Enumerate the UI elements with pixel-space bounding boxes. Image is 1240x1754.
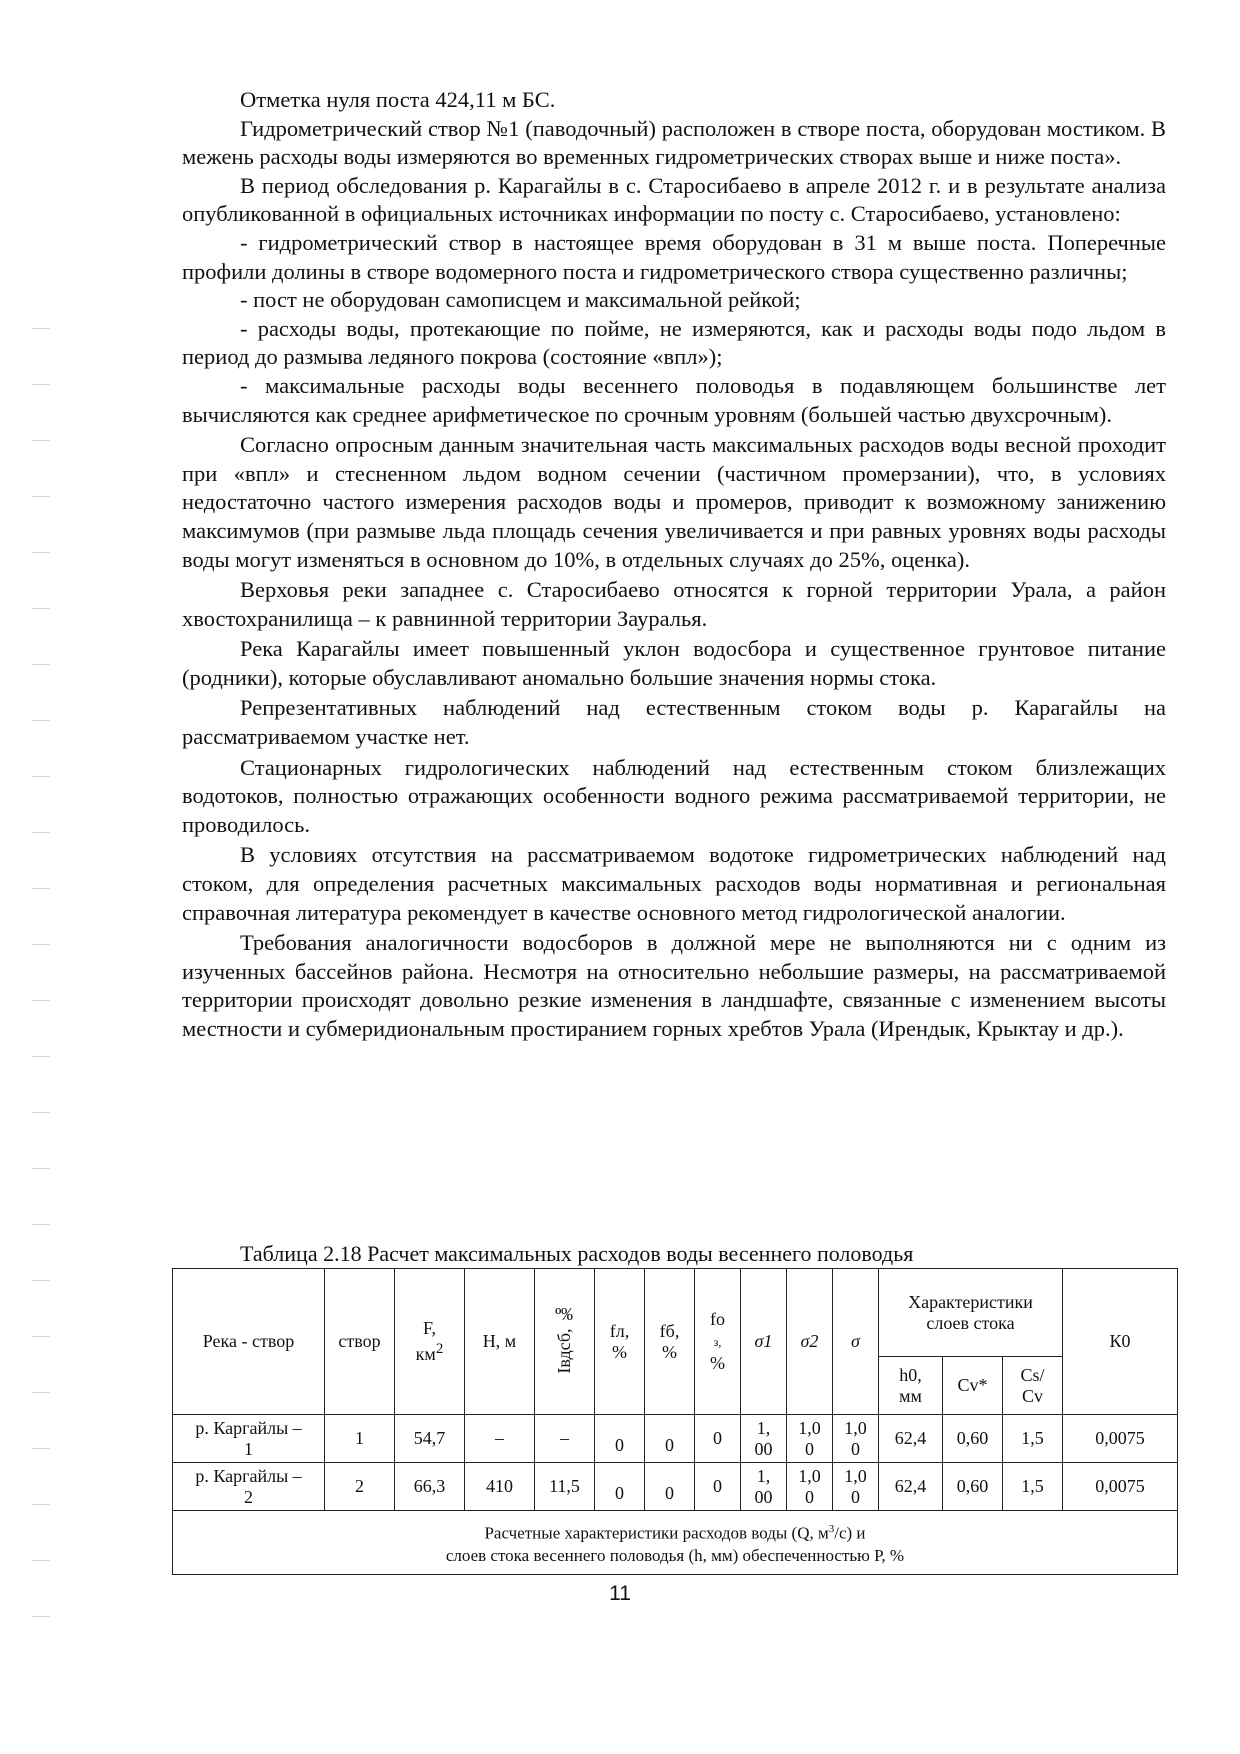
cell-cv: 0,60 bbox=[943, 1415, 1003, 1463]
paragraph: Согласно опросным данным значительная часть максимальных расходов воды весной проходит при «впл» и стесненном льдом водном сечении (частичном промерзании), что, в условиях недостаточно частого измерения расходов воды и промеров, приводит к возможному занижению максимумов (при размыве льда площадь сечения увеличивается и при равных уровнях воды расходы воды могут изменяться в основном до 10%, в отдельных случаях до 25%, оценка). bbox=[182, 432, 1166, 572]
cell-lakes: 0 bbox=[695, 1463, 741, 1511]
cell-stvor: 1 bbox=[325, 1415, 395, 1463]
table-footer-note: Расчетные характеристики расходов воды (Q, $м^3/с$) и слоев стока весеннего половодья (h, мм) обеспеченностью Р, % bbox=[173, 1511, 1178, 1575]
cell-stvor: 2 bbox=[325, 1463, 395, 1511]
paragraph: - гидрометрический створ в настоящее время оборудован в 31 м выше поста. Поперечные профили долины в створе водомерного поста и гидрометрического створа существенно различны; bbox=[182, 229, 1166, 284]
cell-cv: 0,60 bbox=[943, 1463, 1003, 1511]
cell-slope: – bbox=[535, 1415, 595, 1463]
paragraph: - расходы воды, протекающие по пойме, не измеряются, как и расходы воды подо льдом в период до размыва ледяного покрова (состояние «впл»); bbox=[182, 315, 1166, 370]
cell-height: – bbox=[465, 1415, 535, 1463]
body-text bbox=[182, 86, 1166, 1044]
cell-area: 54,7 bbox=[395, 1415, 465, 1463]
header-cs-cv: Cs/ Cv bbox=[1003, 1357, 1063, 1415]
cell-swamp: 0 bbox=[645, 1463, 695, 1511]
cell-slope: 11,5 bbox=[535, 1463, 595, 1511]
header-sigma: σ bbox=[833, 1269, 879, 1415]
table-caption: Таблица 2.18 Расчет максимальных расходов воды весеннего половодья bbox=[240, 1241, 914, 1266]
header-lakes: fо з, % bbox=[695, 1269, 741, 1415]
paragraph: Верховья реки западнее с. Старосибаево относятся к горной территории Урала, а район хвостохранилища – к равнинной территории Зауралья. bbox=[182, 577, 1166, 631]
page-number: 11 bbox=[609, 1582, 631, 1605]
paragraph: Гидрометрический створ №1 (паводочный) расположен в створе поста, оборудован мостиком. В межень расходы воды измеряются во временных гидрометрических створах выше и ниже поста». bbox=[182, 115, 1166, 170]
header-area: F, $км^2$ bbox=[395, 1269, 465, 1415]
header-stvor: створ bbox=[325, 1269, 395, 1415]
header-slope: Iвдсб, ‰ bbox=[535, 1269, 595, 1415]
cell-k0: 0,0075 bbox=[1063, 1415, 1178, 1463]
paragraph: Стационарных гидрологических наблюдений над естественным стоком близлежащих водотоков, полностью отражающих особенности водного режима рассматриваемой территории, не проводилось. bbox=[182, 754, 1166, 837]
header-layer-characteristics: Характеристики слоев стока bbox=[879, 1269, 1063, 1357]
header-sigma1: σ1 bbox=[741, 1269, 787, 1415]
header-h0: h0, мм bbox=[879, 1357, 943, 1415]
header-height: Н, м bbox=[465, 1269, 535, 1415]
cell-cs-cv: 1,5 bbox=[1003, 1463, 1063, 1511]
cell-sigma2: 1,0 0 bbox=[787, 1415, 833, 1463]
header-cv: Cv* bbox=[943, 1357, 1003, 1415]
table-footer-row bbox=[173, 1511, 1178, 1575]
cell-h0: 62,4 bbox=[879, 1463, 943, 1511]
cell-forest: 0 bbox=[595, 1463, 645, 1511]
cell-sigma: 1,0 0 bbox=[833, 1463, 879, 1511]
cell-sigma2: 1,0 0 bbox=[787, 1463, 833, 1511]
table-header-row bbox=[173, 1269, 1178, 1357]
cell-cs-cv: 1,5 bbox=[1003, 1415, 1063, 1463]
header-swamp: fб, % bbox=[645, 1269, 695, 1415]
cell-sigma: 1,0 0 bbox=[833, 1415, 879, 1463]
cell-height: 410 bbox=[465, 1463, 535, 1511]
paragraph: - пост не оборудован самописцем и максимальной рейкой; bbox=[240, 287, 801, 313]
paragraph: В условиях отсутствия на рассматриваемом водотоке гидрометрических наблюдений над стоком, для определения расчетных максимальных расходов воды нормативная и региональная справочная литература рекомендует в качестве основного метод гидрологической аналогии. bbox=[182, 842, 1166, 925]
paragraph: - максимальные расходы воды весеннего половодья в подавляющем большинстве лет вычисляются как среднее арифметическое по срочным уровням (большей частью двухсрочным). bbox=[182, 372, 1166, 427]
table-row bbox=[173, 1463, 1178, 1511]
cell-h0: 62,4 bbox=[879, 1415, 943, 1463]
cell-river: р. Каргайлы – 2 bbox=[173, 1463, 325, 1511]
discharge-table bbox=[172, 1268, 1178, 1575]
paragraph: В период обследования р. Карагайлы в с. Старосибаево в апреле 2012 г. и в результате анализа опубликованной в официальных источниках информации по посту с. Старосибаево, установлено: bbox=[182, 172, 1166, 227]
header-river: Река - створ bbox=[173, 1269, 325, 1415]
table-row bbox=[173, 1415, 1178, 1463]
paragraph: Отметка нуля поста 424,11 м БС. bbox=[240, 87, 556, 112]
cell-sigma1: 1, 00 bbox=[741, 1415, 787, 1463]
cell-sigma1: 1, 00 bbox=[741, 1463, 787, 1511]
cell-area: 66,3 bbox=[395, 1463, 465, 1511]
paragraph: Требования аналогичности водосборов в должной мере не выполняются ни с одним из изученных бассейнов района. Несмотря на относительно небольшие размеры, на рассматриваемой территории происходят довольно резкие изменения в ландшафте, связанные с изменением высоты местности и субмеридиональным простиранием горных хребтов Урала (Ирендык, Крыктау и др.). bbox=[182, 930, 1166, 1041]
paragraph: Река Карагайлы имеет повышенный уклон водосбора и существенное грунтовое питание (родники), которые обуславливают аномально большие значения нормы стока. bbox=[182, 636, 1166, 690]
scan-margin-artifacts bbox=[32, 290, 50, 1670]
cell-k0: 0,0075 bbox=[1063, 1463, 1178, 1511]
cell-river: р. Каргайлы – 1 bbox=[173, 1415, 325, 1463]
header-forest: fл, % bbox=[595, 1269, 645, 1415]
cell-forest: 0 bbox=[595, 1415, 645, 1463]
cell-lakes: 0 bbox=[695, 1415, 741, 1463]
header-k0: К0 bbox=[1063, 1269, 1178, 1415]
paragraph: Репрезентативных наблюдений над естественным стоком воды р. Карагайлы на рассматриваемом участке нет. bbox=[182, 695, 1166, 750]
cell-swamp: 0 bbox=[645, 1415, 695, 1463]
header-sigma2: σ2 bbox=[787, 1269, 833, 1415]
